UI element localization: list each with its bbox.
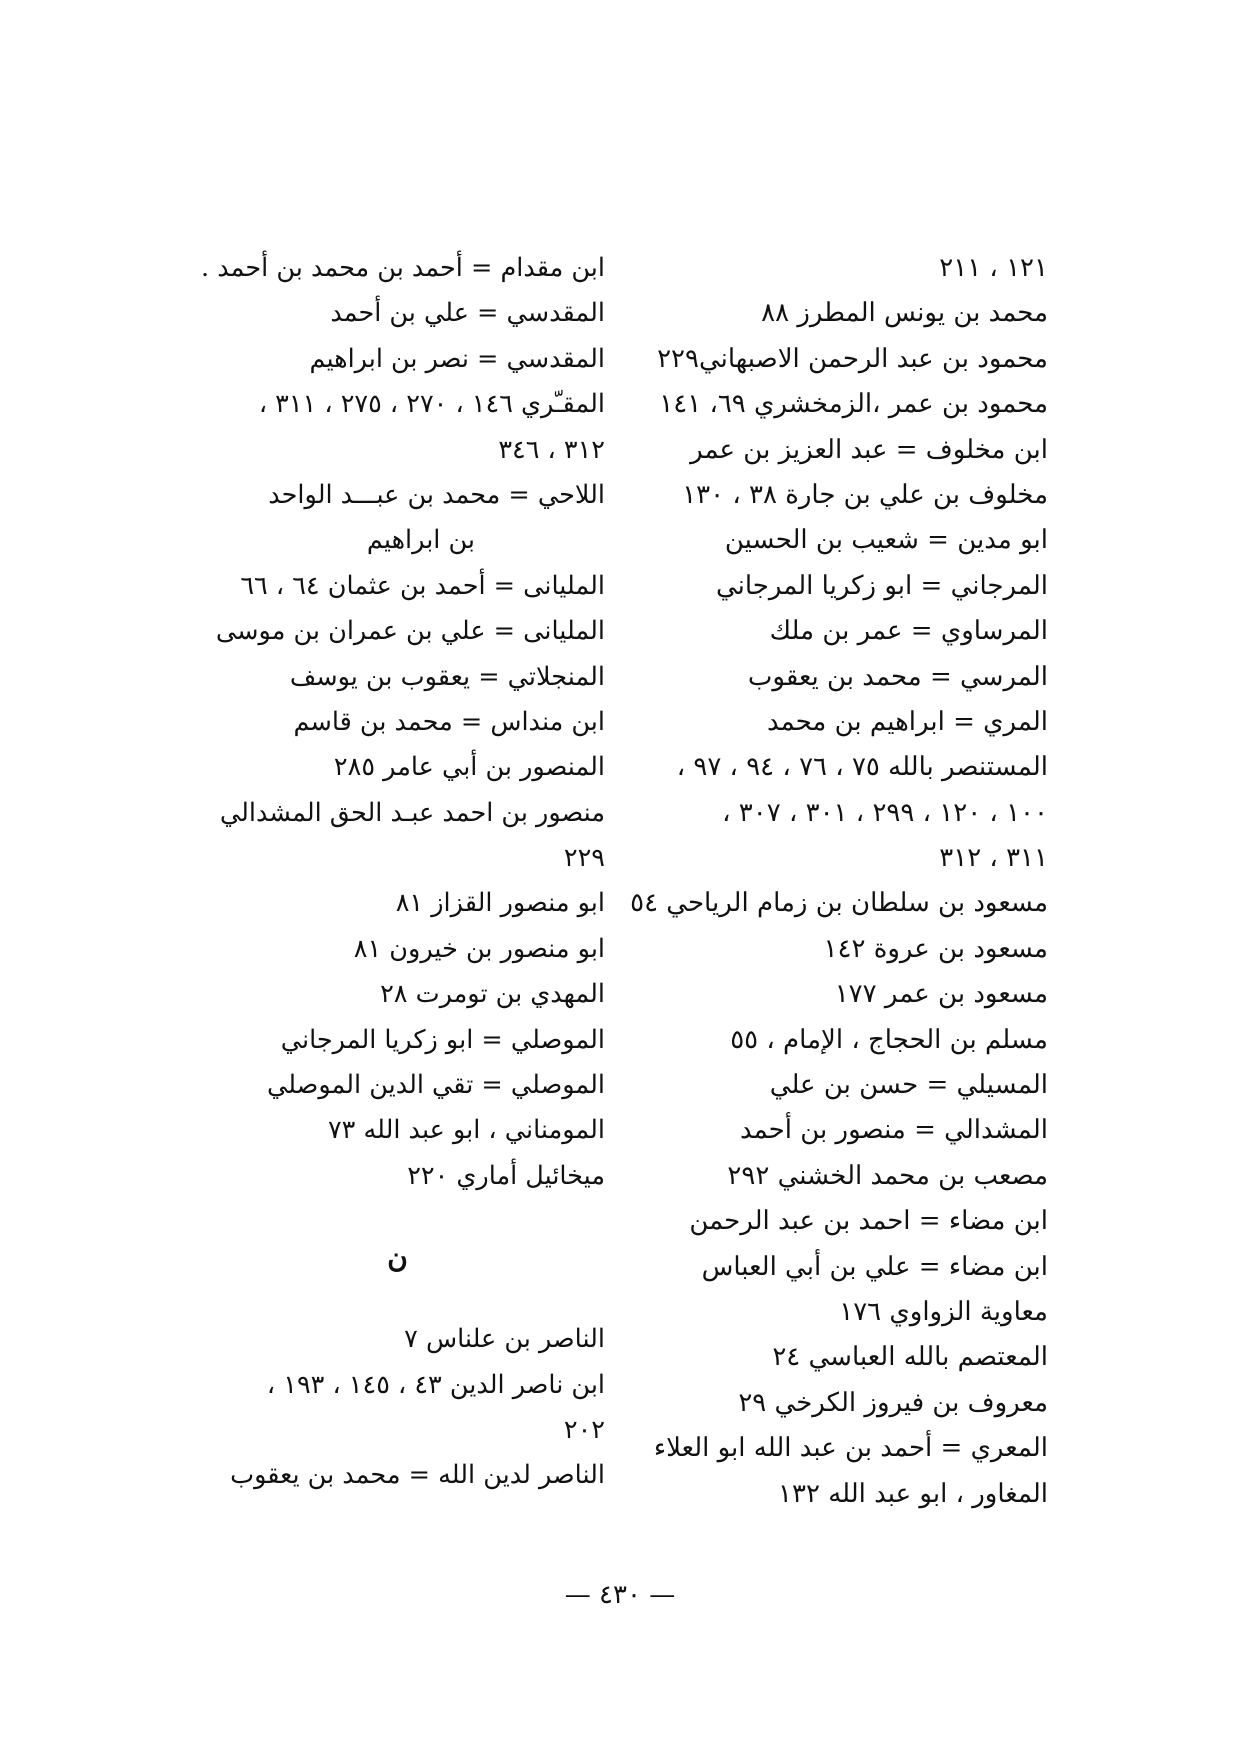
index-entry: المشدالي = منصور بن أحمد bbox=[740, 1115, 1048, 1146]
index-entry: ابن مضاء = احمد بن عبد الرحمن bbox=[689, 1206, 1048, 1237]
index-entry: المستنصر بالله ٧٥ ، ٧٦ ، ٩٤ ، ٩٧ ، bbox=[676, 752, 1048, 783]
index-entry: المغاور ، ابو عبد الله ١٣٢ bbox=[778, 1478, 1048, 1509]
index-entry: معاوية الزواوي ١٧٦ bbox=[839, 1296, 1048, 1327]
index-entry: محمود بن عمر ،الزمخشري ٦٩، ١٤١ bbox=[659, 389, 1048, 420]
index-entry: محمد بن يونس المطرز ٨٨ bbox=[761, 298, 1048, 329]
index-entry-continuation: ٢٢٩ bbox=[563, 843, 605, 874]
index-entry: المرجاني = ابو زكريا المرجاني bbox=[715, 570, 1048, 601]
index-entry: مسعود بن عروة ١٤٢ bbox=[823, 933, 1048, 964]
index-entry: المعتصم بالله العباسي ٢٤ bbox=[772, 1342, 1048, 1373]
index-entry: المومناني ، ابو عبد الله ٧٣ bbox=[327, 1115, 605, 1146]
index-entry-continuation: ٢٠٢ bbox=[563, 1414, 605, 1445]
index-entry: ابو منصور القزاز ٨١ bbox=[395, 888, 605, 919]
index-entry: ميخائيل أماري ٢٢٠ bbox=[407, 1160, 605, 1191]
index-entry: منصور بن احمد عبـد الحق المشدالي bbox=[219, 797, 605, 828]
index-entry: ابن منداس = محمد بن قاسم bbox=[293, 706, 605, 737]
index-entry: معروف بن فيروز الكرخي ٢٩ bbox=[738, 1387, 1048, 1418]
index-entry: ابو منصور بن خيرون ٨١ bbox=[353, 933, 605, 964]
index-entry: المرسي = محمد بن يعقوب bbox=[747, 661, 1048, 692]
index-entry: المليانى = علي بن عمران بن موسى bbox=[215, 616, 605, 647]
index-entry: الناصر لدين الله = محمد بن يعقوب bbox=[230, 1460, 605, 1491]
page-number: — ٤٣٠ — bbox=[564, 1580, 676, 1610]
index-entry: المقدسي = علي بن أحمد bbox=[330, 298, 605, 329]
index-entry: الناصر بن علناس ٧ bbox=[404, 1324, 605, 1355]
index-entry: المقدسي = نصر بن ابراهيم bbox=[309, 343, 605, 374]
index-entry: ابن مقدام = أحمد بن محمد بن أحمد . bbox=[201, 253, 605, 283]
index-column-right bbox=[618, 246, 1048, 1517]
index-entry: مسعود بن عمر ١٧٧ bbox=[834, 979, 1048, 1010]
index-entry: مسعود بن سلطان بن زمام الرياحي ٥٤ bbox=[630, 888, 1048, 919]
index-column-left bbox=[150, 246, 605, 1499]
index-entry: المري = ابراهيم بن محمد bbox=[766, 706, 1048, 737]
index-entry-continuation: ١٠٠ ، ١٢٠ ، ٢٩٩ ، ٣٠١ ، ٣٠٧ ، bbox=[722, 797, 1048, 828]
index-entry: ١٢١ ، ٢١١ bbox=[939, 253, 1048, 283]
index-entry: مخلوف بن علي بن جارة ٣٨ ، ١٣٠ bbox=[682, 479, 1048, 510]
index-entry: المسيلي = حسن بن علي bbox=[769, 1070, 1048, 1101]
index-entry: المقـّري ١٤٦ ، ٢٧٠ ، ٢٧٥ ، ٣١١ ، bbox=[258, 389, 605, 420]
index-entry: المنصور بن أبي عامر ٢٨٥ bbox=[333, 752, 605, 783]
index-entry: الموصلي = ابو زكريا المرجاني bbox=[280, 1024, 605, 1055]
index-entry: محمود بن عبد الرحمن الاصبهاني٢٢٩ bbox=[657, 343, 1048, 374]
index-entry: اللاحي = محمد بن عبـــد الواحد bbox=[268, 479, 605, 510]
section-gap bbox=[150, 1199, 605, 1223]
index-entry: مصعب بن محمد الخشني ٢٩٢ bbox=[727, 1160, 1048, 1191]
section-letter-heading: ن bbox=[387, 1241, 408, 1275]
index-entry-continuation: بن ابراهيم bbox=[366, 525, 475, 556]
index-entry: ابن مخلوف = عبد العزيز بن عمر bbox=[690, 434, 1048, 465]
index-entry-continuation: ٣١١ ، ٣١٢ bbox=[939, 843, 1048, 874]
index-entry: المعري = أحمد بن عبد الله ابو العلاء bbox=[653, 1433, 1048, 1464]
section-gap bbox=[150, 1293, 605, 1317]
index-entry: المليانى = أحمد بن عثمان ٦٤ ، ٦٦ bbox=[240, 570, 605, 601]
index-entry: ابو مدين = شعيب بن الحسين bbox=[724, 525, 1048, 556]
index-entry-continuation: ٣١٢ ، ٣٤٦ bbox=[498, 434, 605, 465]
index-entry: المهدي بن تومرت ٢٨ bbox=[380, 979, 605, 1010]
index-entry: المرساوي = عمر بن ملك bbox=[769, 616, 1048, 647]
index-entry: ابن ناصر الدين ٤٣ ، ١٤٥ ، ١٩٣ ، bbox=[266, 1369, 605, 1400]
index-entry: مسلم بن الحجاج ، الإمام ، ٥٥ bbox=[730, 1024, 1048, 1055]
index-entry: الموصلي = تقي الدين الموصلي bbox=[266, 1070, 605, 1101]
index-entry: المنجلاتي = يعقوب بن يوسف bbox=[289, 661, 605, 692]
index-entry: ابن مضاء = علي بن أبي العباس bbox=[701, 1251, 1048, 1282]
